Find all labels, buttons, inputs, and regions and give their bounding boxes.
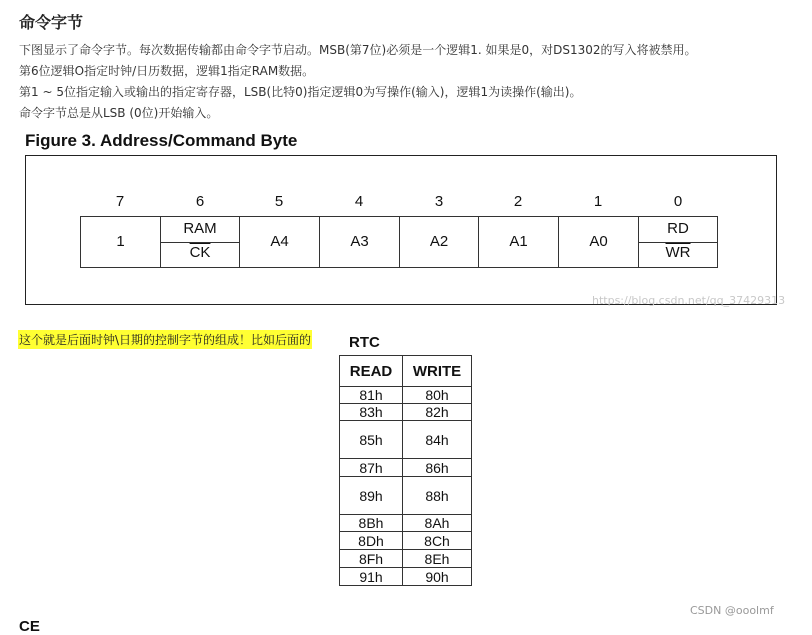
table-row <box>340 404 472 421</box>
table-header-row <box>340 356 472 387</box>
bit-cell-1-value: A0 <box>589 233 608 250</box>
write-cell: 8Eh <box>403 550 472 568</box>
rtc-heading-cropped <box>349 334 389 351</box>
paragraph-3: 第1 ~ 5位指定输入或输出的指定寄存器，LSB(比特0)指定逻辑0为写操作(输入)，逻辑1为读操作(输出)。 <box>19 85 582 99</box>
read-cell: 8Fh <box>340 550 403 568</box>
bit-cell-0 <box>639 217 717 267</box>
write-header: WRITE <box>403 356 472 387</box>
write-cell: 88h <box>403 477 472 515</box>
read-cell: 81h <box>340 387 403 404</box>
read-cell: 91h <box>340 568 403 586</box>
write-cell: 8Ch <box>403 532 472 550</box>
bit-cell-5-value: A4 <box>270 233 289 250</box>
section-heading: 命令字节 <box>19 13 84 32</box>
figure-title: Figure 3. Address/Command Byte <box>25 131 298 150</box>
bit-cell-4 <box>320 217 400 267</box>
bit-number-5: 5 <box>274 193 284 210</box>
table-row <box>340 515 472 532</box>
figure-watermark: https://blog.csdn.net/qq_37429313 <box>592 294 786 307</box>
bit-number-3: 3 <box>434 193 444 210</box>
bit-cell-3 <box>400 217 479 267</box>
read-header: READ <box>340 356 403 387</box>
bit-cell-2-value: A1 <box>509 233 528 250</box>
bit-number-4: 4 <box>354 193 364 210</box>
read-cell: 83h <box>340 404 403 421</box>
bit-cell-6-ram: RAM <box>183 220 217 237</box>
bit-cell-7-value: 1 <box>116 233 125 250</box>
read-cell: 8Bh <box>340 515 403 532</box>
paragraph-4: 命令字节总是从LSB (0位)开始输入。 <box>19 106 219 120</box>
bit-cell-0-rd: RD <box>667 220 689 237</box>
bit-cell-4-value: A3 <box>350 233 369 250</box>
write-cell: 80h <box>403 387 472 404</box>
bit-number-2: 2 <box>513 193 523 210</box>
paragraph-2: 第6位逻辑O指定时钟/日历数据，逻辑1指定RAM数据。 <box>19 64 315 78</box>
bit-number-6: 6 <box>195 193 205 210</box>
table-row <box>340 477 472 515</box>
bit-cell-0-wr: $\overline{WR}$ <box>665 244 691 261</box>
bit-number-1: 1 <box>593 193 603 210</box>
write-cell: 8Ah <box>403 515 472 532</box>
bit-number-0: 0 <box>673 193 683 210</box>
highlighted-note: 这个就是后面时钟\日期的控制字节的组成！比如后面的 <box>18 330 312 349</box>
bit-cell-7 <box>81 217 161 267</box>
read-cell: 87h <box>340 459 403 477</box>
write-cell: 84h <box>403 421 472 459</box>
read-cell: 89h <box>340 477 403 515</box>
table-row <box>340 387 472 404</box>
rtc-register-table <box>339 355 472 586</box>
write-cell: 86h <box>403 459 472 477</box>
read-cell: 85h <box>340 421 403 459</box>
bit-cell-5 <box>240 217 320 267</box>
read-cell: 8Dh <box>340 532 403 550</box>
bit-number-7: 7 <box>115 193 125 210</box>
write-cell: 90h <box>403 568 472 586</box>
bit-cell-6-divider <box>161 242 239 243</box>
bit-cell-2 <box>479 217 559 267</box>
bit-cell-0-divider <box>639 242 717 243</box>
rtc-heading-text: RTC <box>349 334 380 351</box>
table-row <box>340 459 472 477</box>
paragraph-1: 下图显示了命令字节。每次数据传输都由命令字节启动。MSB(第7位)必须是一个逻辑1. 如果是0，对DS1302的写入将被禁用。 <box>19 43 697 57</box>
bit-cell-6-ck: $\overline{CK}$ <box>189 244 211 261</box>
bit-cell-3-value: A2 <box>429 233 449 250</box>
bit-cell-1 <box>559 217 639 267</box>
table-row <box>340 568 472 586</box>
next-heading-cropped <box>19 616 49 635</box>
table-row <box>340 550 472 568</box>
table-row <box>340 421 472 459</box>
command-byte-table <box>80 216 718 268</box>
write-cell: 82h <box>403 404 472 421</box>
table-row <box>340 532 472 550</box>
csdn-watermark: CSDN @ooolmf <box>690 604 774 617</box>
bit-cell-6 <box>161 217 240 267</box>
next-heading-text: CE <box>19 618 40 635</box>
